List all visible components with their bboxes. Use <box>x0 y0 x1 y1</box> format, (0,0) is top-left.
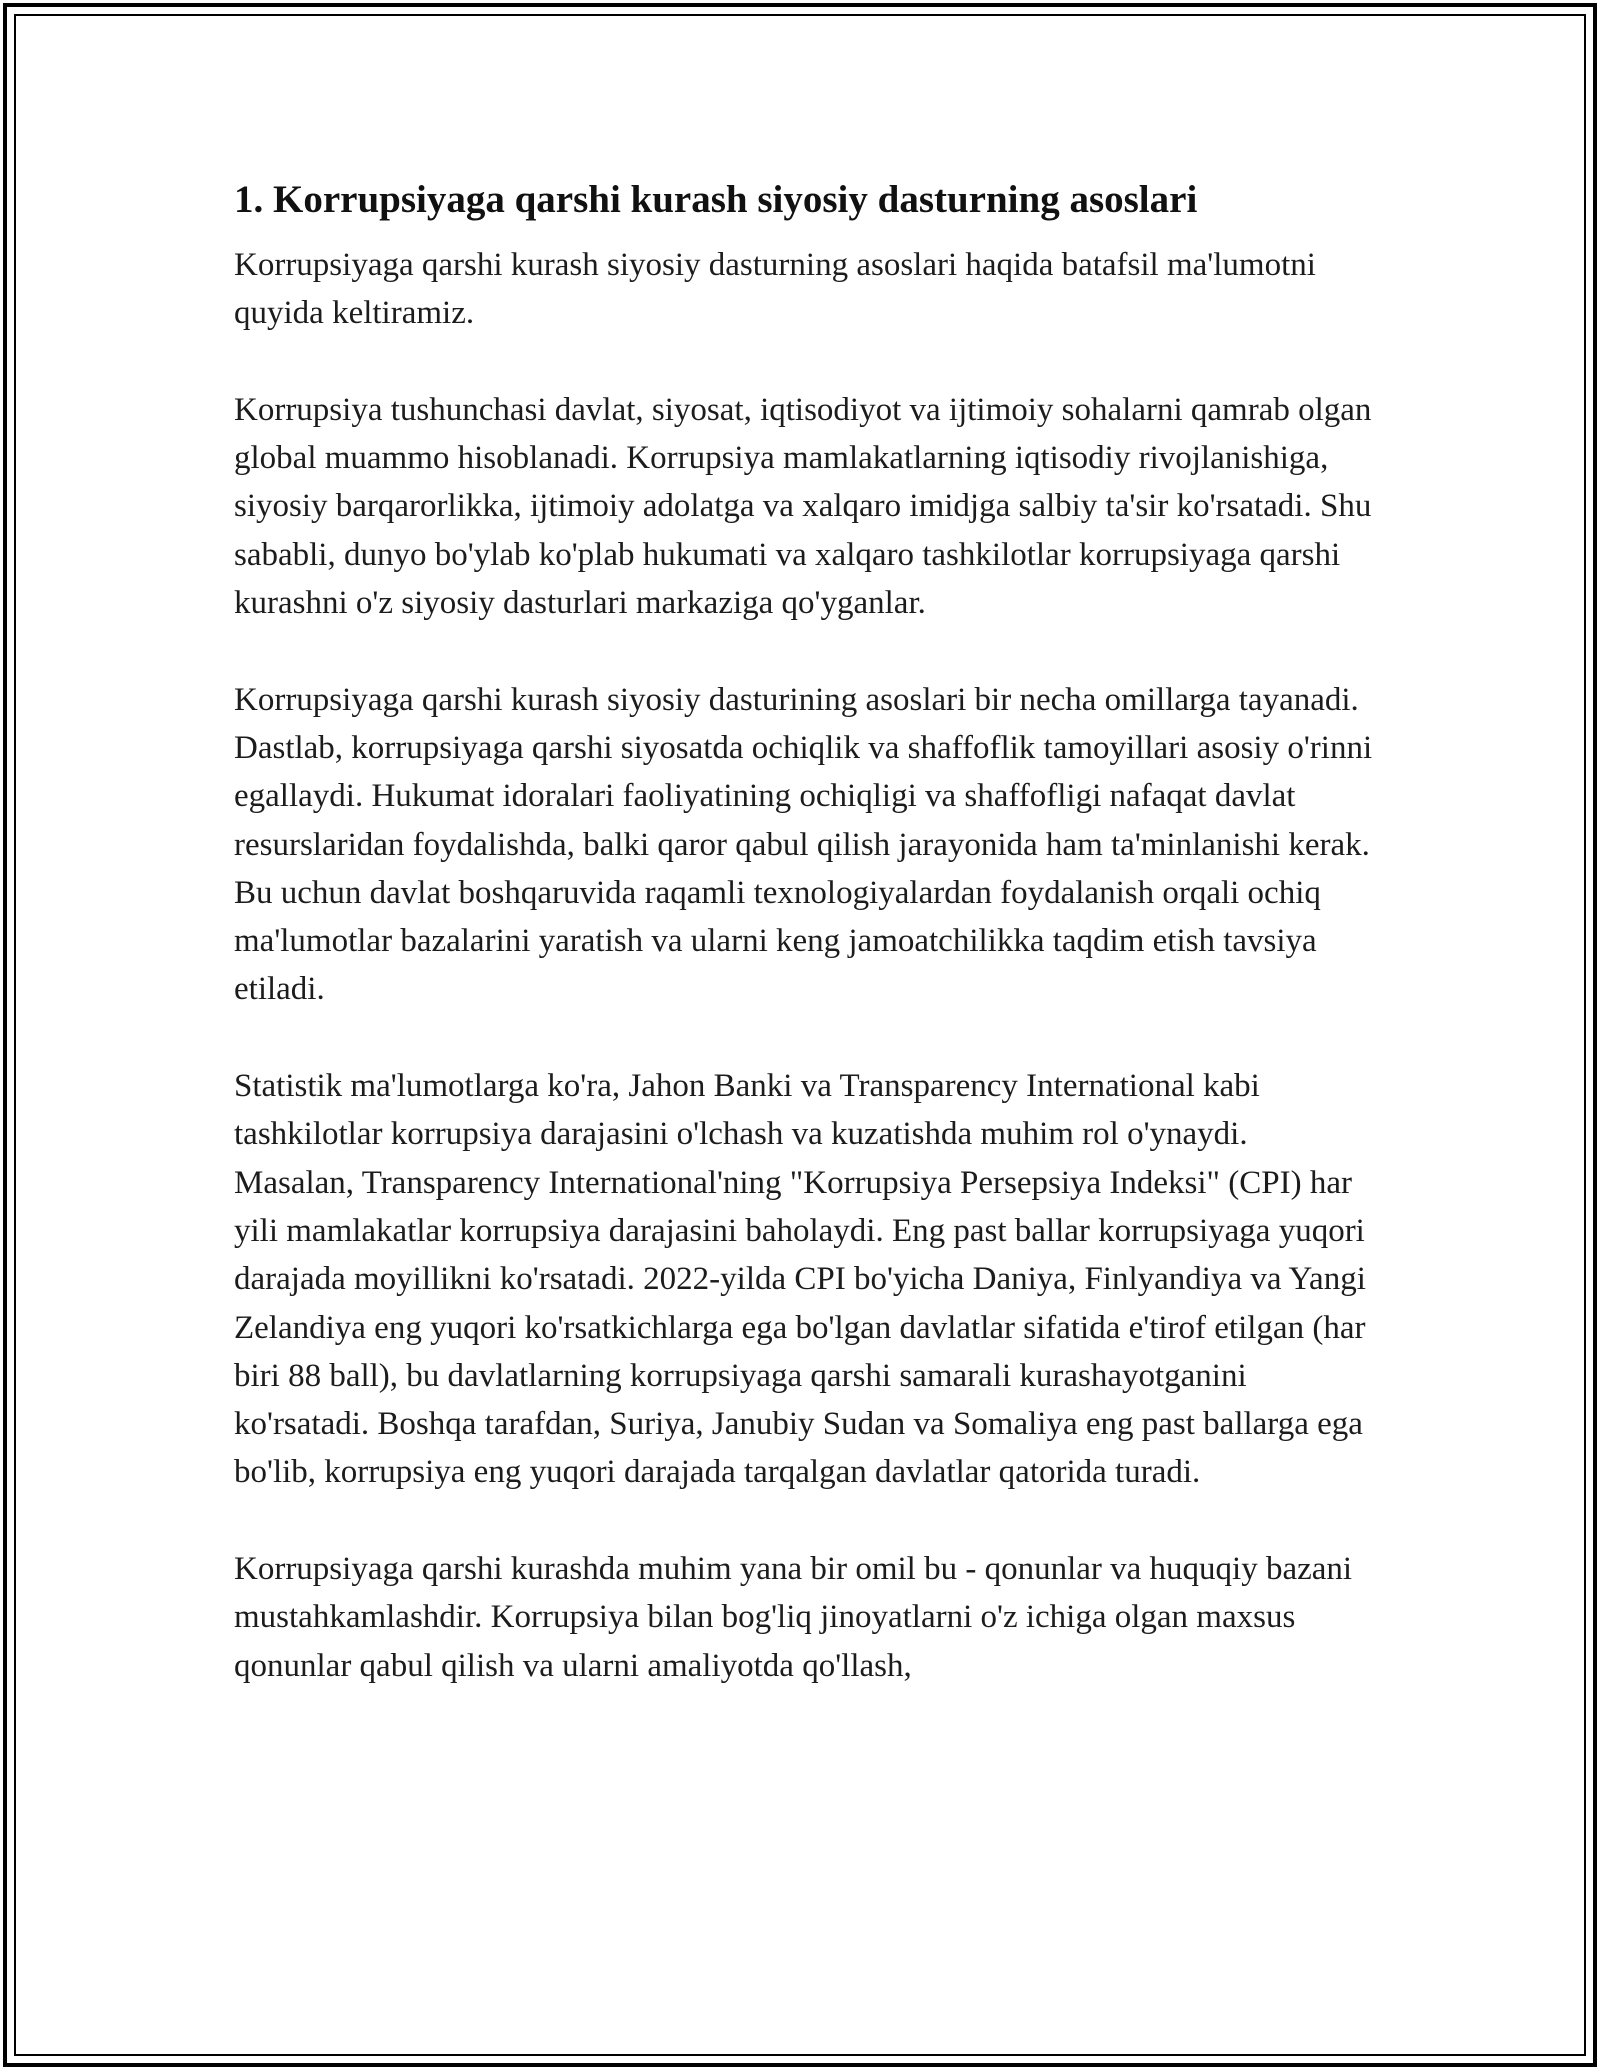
section-heading: 1. Korrupsiyaga qarshi kurash siyosiy dasturning asoslari <box>234 178 1198 221</box>
paragraph-transparency: Korrupsiyaga qarshi kurash siyosiy dasturining asoslari bir necha omillarga tayanadi. Dastlab, korrupsiyaga qarshi siyosatda ochiqlik va shaffoflik tamoyillari asosiy o'rinni egallaydi. Hukumat idoralari faoliyatining ochiqligi va shaffofligi nafaqat davlat resurslaridan foydalishda, balki qaror qabul qilish jarayonida ham ta'minlanishi kerak. Bu uchun davlat boshqaruvida raqamli texnologiyalardan foydalanish orqali ochiq ma'lumotlar bazalarini yaratish va ularni keng jamoatchilikka taqdim etish tavsiya etiladi. <box>234 681 1373 1008</box>
paragraph-intro: Korrupsiyaga qarshi kurash siyosiy dasturning asoslari haqida batafsil ma'lumotni quyida keltiramiz. <box>234 247 1316 332</box>
paragraph-statistics: Statistik ma'lumotlarga ko'ra, Jahon Banki va Transparency International kabi tashkilotlar korrupsiya darajasini o'lchash va kuzatishda muhim rol o'ynaydi. Masalan, Transparency International'ning "Korrupsiya Persepsiya Indeksi" (CPI) har yili mamlakatlar korrupsiya darajasini baholaydi. Eng past ballar korrupsiyaga yuqori darajada moyillikni ko'rsatadi. 2022-yilda CPI bo'yicha Daniya, Finlyandiya va Yangi Zelandiya eng yuqori ko'rsatkichlarga ega bo'lgan davlatlar sifatida e'tirof etilgan (har biri 88 ball), bu davlatlarning korrupsiyaga qarshi samarali kurashayotganini ko'rsatadi. Boshqa tarafdan, Suriya, Janubiy Sudan va Somaliya eng past ballarga ega bo'lib, korrupsiya eng yuqori darajada tarqalgan davlatlar qatorida turadi. <box>234 1068 1366 1491</box>
paragraph-legislation: Korrupsiyaga qarshi kurashda muhim yana bir omil bu - qonunlar va huquqiy bazani mustahkamlashdir. Korrupsiya bilan bog'liq jinoyatlarni o'z ichiga olgan maxsus qonunlar qabul qilish va ularni amaliyotda qo'llash, <box>234 1551 1353 1684</box>
document-body <box>234 176 1374 1690</box>
paragraph-concept: Korrupsiya tushunchasi davlat, siyosat, iqtisodiyot va ijtimoiy sohalarni qamrab olgan global muammo hisoblanadi. Korrupsiya mamlakatlarning iqtisodiy rivojlanishiga, siyosiy barqarorlikka, ijtimoiy adolatga va xalqaro imidjga salbiy ta'sir ko'rsatadi. Shu sababli, dunyo bo'ylab ko'plab hukumati va xalqaro tashkilotlar korrupsiyaga qarshi kurashni o'z siyosiy dasturlari markaziga qo'yganlar. <box>234 391 1372 622</box>
